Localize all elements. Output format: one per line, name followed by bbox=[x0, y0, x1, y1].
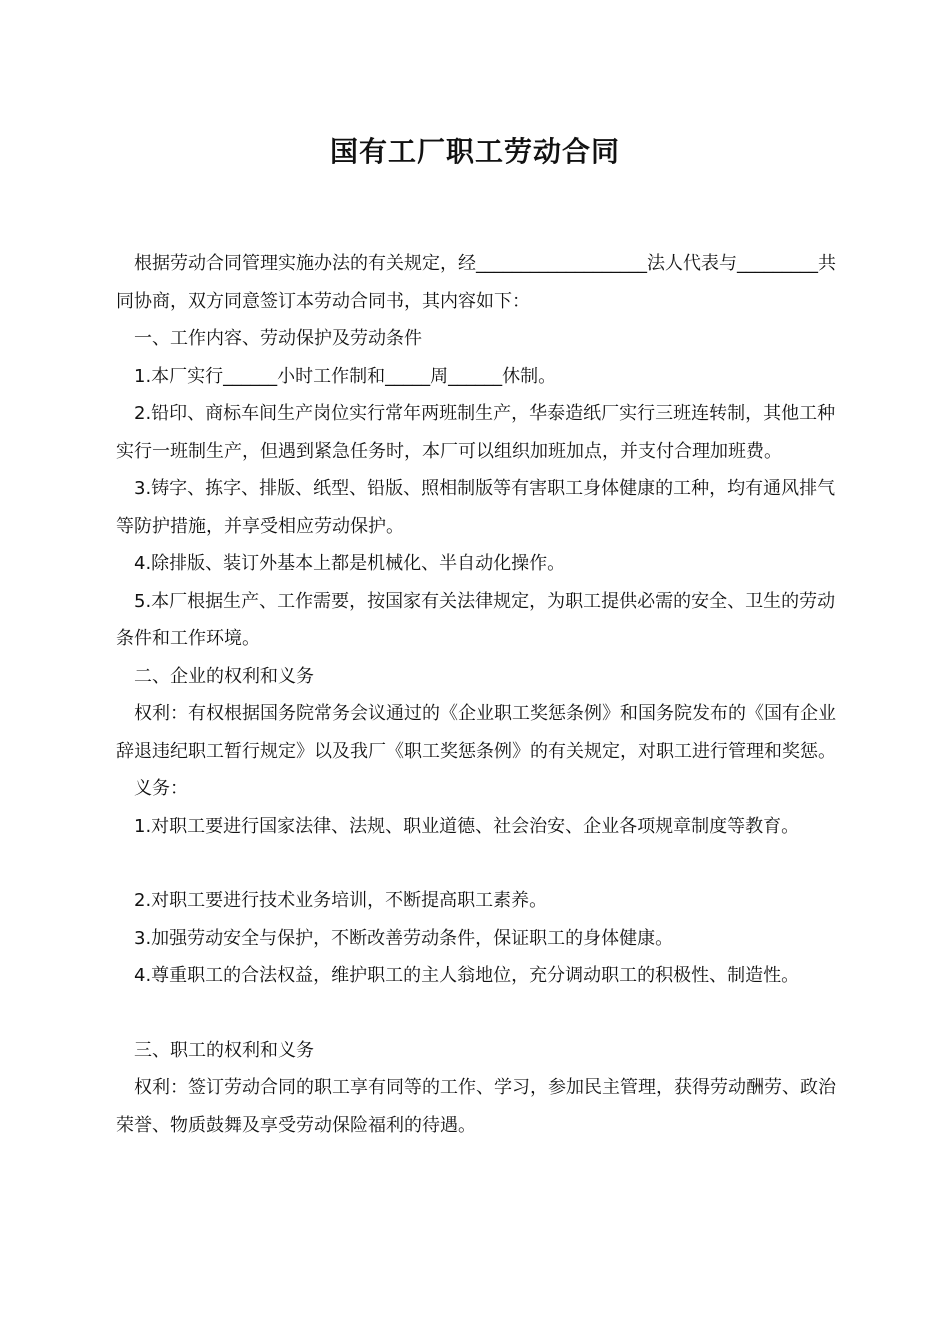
document-body bbox=[116, 245, 846, 1144]
clause-1-2: 2.铅印、商标车间生产岗位实行常年两班制生产，华泰造纸厂实行三班连转制，其他工种实行一班制生产，但遇到紧急任务时，本厂可以组织加班加点，并支付合理加班费。 bbox=[116, 403, 836, 462]
section-heading-2: 二、企业的权利和义务 bbox=[134, 665, 314, 687]
clause-1-3: 3.铸字、拣字、排版、纸型、铅版、照相制版等有害职工身体健康的工种，均有通风排气等防护措施，并享受相应劳动保护。 bbox=[116, 478, 836, 537]
clause-1-4: 4.除排版、装订外基本上都是机械化、半自动化操作。 bbox=[134, 553, 566, 574]
section-heading-3: 三、职工的权利和义务 bbox=[134, 1039, 314, 1061]
spacer bbox=[116, 845, 846, 882]
obligation-4: 4.尊重职工的合法权益，维护职工的主人翁地位，充分调动职工的积极性、制造性。 bbox=[134, 965, 800, 986]
obligation-3: 3.加强劳动安全与保护，不断改善劳动条件，保证职工的身体健康。 bbox=[134, 927, 674, 949]
clause-1-5: 5.本厂根据生产、工作需要，按国家有关法律规定，为职工提供必需的安全、卫生的劳动条件和工作环境。 bbox=[116, 590, 836, 649]
section-heading-1: 一、工作内容、劳动保护及劳动条件 bbox=[134, 328, 422, 349]
worker-rights: 权利：签订劳动合同的职工享有同等的工作、学习，参加民主管理，获得劳动酬劳、政治荣誉、物质鼓舞及享受劳动保险福利的待遇。 bbox=[116, 1077, 836, 1136]
spacer bbox=[116, 995, 846, 1032]
obligation-2: 2.对职工要进行技术业务培训，不断提高职工素养。 bbox=[134, 890, 548, 911]
obligations-heading: 义务： bbox=[134, 778, 188, 799]
obligation-1: 1.对职工要进行国家法律、法规、职业道德、社会治安、企业各项规章制度等教育。 bbox=[134, 815, 800, 837]
document-title: 国有工厂职工劳动合同 bbox=[329, 135, 620, 168]
clause-1-1: 1.本厂实行______小时工作制和_____周______休制。 bbox=[134, 365, 557, 387]
enterprise-rights: 权利：有权根据国务院常务会议通过的《企业职工奖惩条例》和国务院发布的《国有企业辞退违纪职工暂行规定》以及我厂《职工奖惩条例》的有关规定，对职工进行管理和奖惩。 bbox=[116, 703, 836, 762]
paragraph-intro: 根据劳动合同管理实施办法的有关规定，经___________________法人代表与_________共同协商，双方同意签订本劳动合同书，其内容如下： bbox=[116, 253, 836, 312]
